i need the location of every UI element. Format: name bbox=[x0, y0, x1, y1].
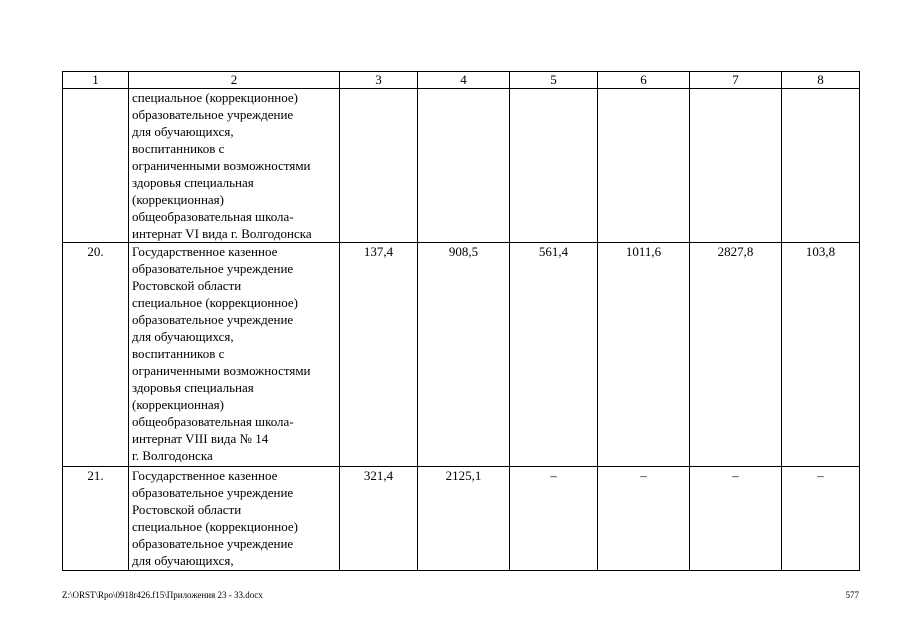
institution-name: Государственное казенное образовательное учреждение Ростовской области специальное (коррекционное) образовательное учреждение для обучающихся, воспитанников с ограниченными возможностями здоровья специальная (коррекционная) общеобразовательная школа- интернат VIII вида № 14 г. Волгодонска bbox=[129, 243, 340, 467]
header-cell: 2 bbox=[129, 72, 340, 89]
value-cell bbox=[418, 89, 510, 243]
footer-page-number: 577 bbox=[845, 590, 859, 600]
footer-file-path: Z:\ORST\Rpo\0918r426.f15\Приложения 23 - 33.docx bbox=[62, 590, 263, 600]
value-cell: 2827,8 bbox=[690, 243, 782, 467]
header-row bbox=[63, 72, 860, 89]
value-cell bbox=[782, 89, 860, 243]
header-cell: 5 bbox=[510, 72, 598, 89]
data-table bbox=[62, 71, 860, 571]
institution-name: специальное (коррекционное) образовательное учреждение для обучающихся, воспитанников с ограниченными возможностями здоровья специальная (коррекционная) общеобразовательная школа- интернат VI вида г. Волгодонска bbox=[129, 89, 340, 243]
value-cell bbox=[340, 89, 418, 243]
table-row bbox=[63, 467, 860, 571]
header-cell: 1 bbox=[63, 72, 129, 89]
value-cell: – bbox=[782, 467, 860, 571]
value-cell: 103,8 bbox=[782, 243, 860, 467]
value-cell: 561,4 bbox=[510, 243, 598, 467]
value-cell: 321,4 bbox=[340, 467, 418, 571]
value-cell: – bbox=[598, 467, 690, 571]
row-number: 20. bbox=[63, 243, 129, 467]
value-cell: – bbox=[510, 467, 598, 571]
value-cell: 1011,6 bbox=[598, 243, 690, 467]
value-cell: – bbox=[690, 467, 782, 571]
table-row bbox=[63, 89, 860, 243]
header-cell: 7 bbox=[690, 72, 782, 89]
value-cell: 137,4 bbox=[340, 243, 418, 467]
value-cell bbox=[690, 89, 782, 243]
value-cell bbox=[598, 89, 690, 243]
header-cell: 6 bbox=[598, 72, 690, 89]
institution-name: Государственное казенное образовательное учреждение Ростовской области специальное (коррекционное) образовательное учреждение для обучающихся, bbox=[129, 467, 340, 571]
value-cell bbox=[510, 89, 598, 243]
row-number bbox=[63, 89, 129, 243]
row-number: 21. bbox=[63, 467, 129, 571]
value-cell: 2125,1 bbox=[418, 467, 510, 571]
header-cell: 8 bbox=[782, 72, 860, 89]
header-cell: 3 bbox=[340, 72, 418, 89]
header-cell: 4 bbox=[418, 72, 510, 89]
table-row bbox=[63, 243, 860, 467]
value-cell: 908,5 bbox=[418, 243, 510, 467]
